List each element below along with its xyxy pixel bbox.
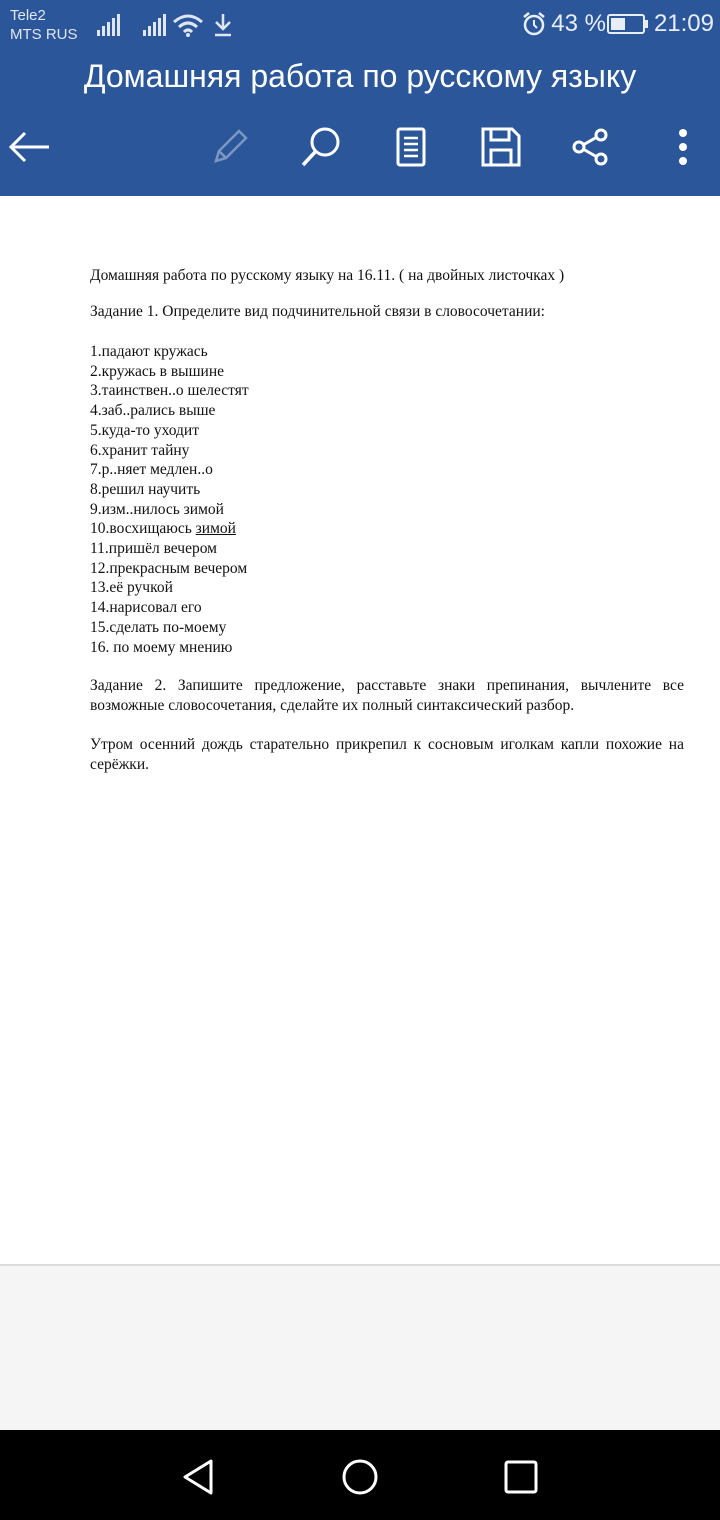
document-content (90, 266, 684, 775)
reading-view-icon (395, 127, 427, 167)
list-item: 3.таинствен..о шелестят (90, 382, 249, 400)
document-heading: Домашняя работа по русскому языку на 16.11. ( на двойных листочках ) (90, 267, 565, 284)
edit-button[interactable] (205, 122, 255, 172)
list-item: 6.хранит тайну (90, 441, 190, 459)
battery-percent: 43 % (551, 10, 606, 37)
nav-back-button[interactable] (176, 1455, 220, 1499)
task-1: Задание 1. Определите вид подчинительной связи в словосочетании: (90, 303, 545, 320)
list-item-text: 10.восхищаюсь (90, 520, 196, 538)
alarm-icon (521, 11, 547, 37)
list-item: 8.решил научить (90, 480, 201, 498)
download-icon (212, 12, 234, 38)
document-page[interactable] (0, 196, 720, 1266)
signal-2-icon (142, 12, 170, 38)
list-item: 12.прекрасным вечером (90, 559, 248, 577)
back-arrow-icon (7, 129, 51, 165)
app-bar (0, 0, 720, 196)
list-item: 9.изм..нилось зимой (90, 500, 224, 518)
status-bar (0, 0, 720, 50)
search-icon (299, 125, 343, 169)
pencil-icon (210, 127, 250, 167)
status-right (521, 10, 714, 38)
battery-icon (606, 12, 650, 36)
recents-square-icon (503, 1459, 539, 1495)
list-item: 1.падают кружась (90, 343, 208, 360)
carrier-2: MTS RUS (10, 26, 78, 43)
list-item: 16. по моему мнению (90, 638, 233, 656)
list-item: 7.р..няет медлен..о (90, 461, 213, 479)
more-options-button[interactable] (658, 122, 708, 172)
reading-view-button[interactable] (386, 122, 436, 172)
back-triangle-icon (180, 1457, 216, 1497)
list-item: 13.её ручкой (90, 579, 173, 597)
phrase-list (90, 342, 684, 657)
list-item: 11.пришёл вечером (90, 540, 217, 558)
carrier-labels (10, 6, 78, 44)
wifi-icon (172, 12, 204, 38)
search-button[interactable] (296, 122, 346, 172)
task-2: Задание 2. Запишите предложение, расставьте знаки препинания, вычлените все возможные словосочетания, сделайте их полный синтаксический разбор. (90, 677, 684, 715)
home-circle-icon (340, 1457, 380, 1497)
carrier-1: Tele2 (10, 7, 46, 24)
underlined-word: зимой (195, 520, 236, 538)
task-sentence: Утром осенний дождь старательно прикрепил к сосновым иголкам капли похожие на серёжки. (90, 736, 684, 774)
save-button[interactable] (476, 122, 526, 172)
nav-recents-button[interactable] (499, 1455, 543, 1499)
list-item: 15.сделать по-моему (90, 618, 227, 636)
clock: 21:09 (653, 10, 714, 37)
share-button[interactable] (566, 122, 616, 172)
back-button[interactable] (4, 122, 54, 172)
share-icon (571, 127, 611, 167)
nav-home-button[interactable] (338, 1455, 382, 1499)
signal-1-icon (96, 12, 124, 38)
navigation-bar (0, 1430, 720, 1520)
save-icon (480, 126, 522, 168)
more-icon (678, 127, 688, 167)
list-item: 5.куда-то уходит (90, 421, 199, 439)
list-item: 2.кружась в вышине (90, 362, 224, 380)
document-title: Домашняя работа по русскому языку (83, 58, 637, 94)
list-item (90, 519, 684, 539)
list-item: 14.нарисовал его (90, 599, 202, 617)
list-item: 4.заб..рались выше (90, 402, 216, 420)
